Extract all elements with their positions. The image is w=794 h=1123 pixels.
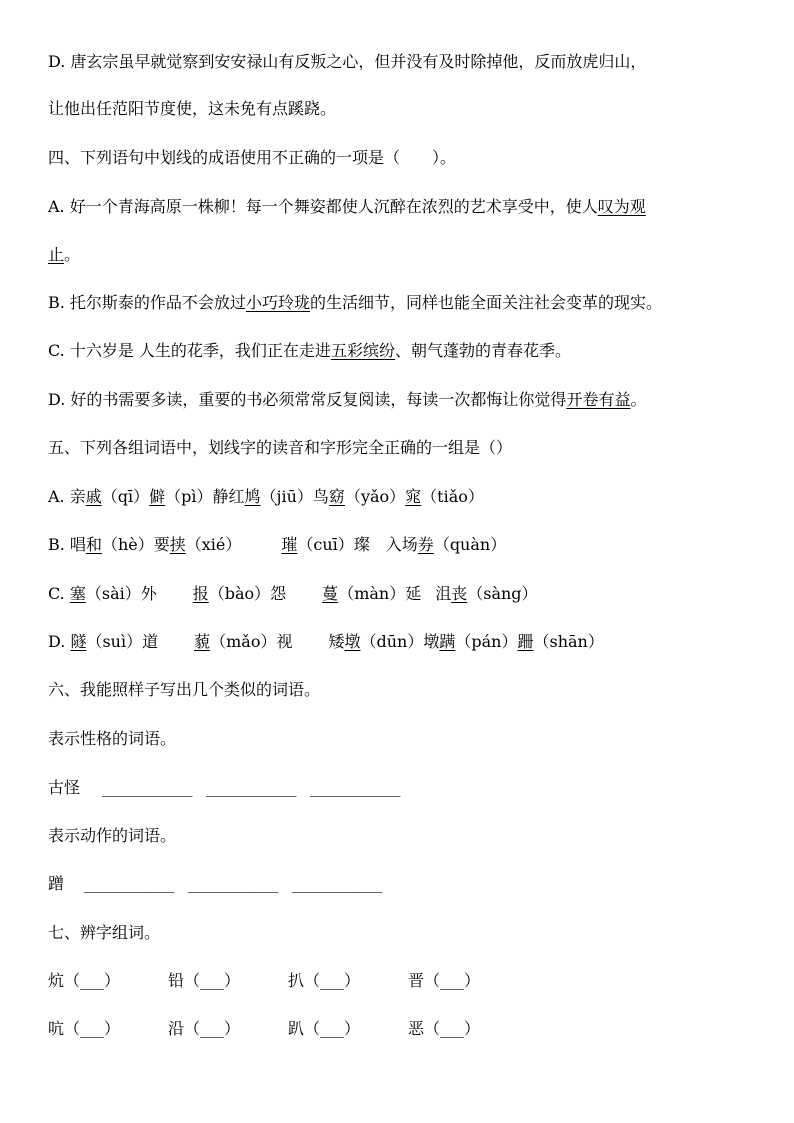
underlined-character: 僻 [149,487,166,506]
q5-option-c [48,584,538,604]
q7-item[interactable]: 恶（___） [408,1019,481,1038]
option-text: （màn）延 [338,584,422,603]
option-text: C. [48,584,70,603]
q4-option-d [48,390,646,410]
option-text: （qī） [101,487,150,506]
q4-option-d-pre: D. 好的书需要多读，重要的书必须常常反复阅读，每读一次都悔让你觉得 [48,390,567,409]
underlined-character: 蔓 [322,584,339,603]
underlined-character: 戚 [85,487,102,506]
q6-title: 六、我能照样子写出几个类似的词语。 [48,680,321,699]
answer-blank[interactable]: ____________ [188,874,279,893]
q6-example-word: 古怪 [48,778,81,797]
underlined-character: 跚 [517,632,534,651]
q4-option-c-pre: C. 十六岁是 人生的花季，我们正在走进 [48,341,331,360]
option-text: （shān） [533,632,604,651]
option-text: （bào）怨 [208,584,287,603]
q4-option-c-post: 、朝气蓬勃的青春花季。 [394,341,571,360]
q7-item[interactable]: 铅（___） [168,971,241,990]
option-text: 入场 [385,535,418,554]
q7-item[interactable]: 炕（___） [48,971,121,990]
q3-option-d-line1: D. 唐玄宗虽早就觉察到安安禄山有反叛之心，但并没有及时除掉他，反而放虎归山， [48,52,647,71]
option-text: （dūn）墩 [360,632,440,651]
option-text: （sài）外 [85,584,157,603]
q6-subtitle-action: 表示动作的词语。 [48,826,177,845]
q7-item[interactable]: 晋（___） [408,971,481,990]
underlined-character: 券 [417,535,434,554]
q4-option-c [48,341,571,361]
answer-blank[interactable]: ____________ [310,778,401,797]
underlined-character: 隧 [70,632,87,651]
option-text: （hè）要 [101,535,170,554]
q7-item[interactable]: 扒（___） [288,971,361,990]
q4-option-a-text: A. 好一个青海高原一株柳！每一个舞姿都使人沉醉在浓烈的艺术享受中，使人 [48,197,598,216]
q4-option-b [48,293,662,313]
q5-option-d [48,632,604,652]
q4-option-b-pre: B. 托尔斯泰的作品不会放过 [48,293,246,312]
q4-option-b-post: 的生活细节，同样也能全面关注社会变革的现实。 [309,293,662,312]
q7-item[interactable]: 趴（___） [288,1019,361,1038]
underlined-character: 报 [192,584,209,603]
q6-example-action-row [48,874,382,894]
underlined-character: 挟 [169,535,186,554]
option-text: D. [48,632,71,651]
underlined-character: 窈 [328,487,345,506]
underlined-character: 墩 [344,632,361,651]
option-text: A. 亲 [48,487,86,506]
q6-example-character-row [48,778,400,798]
q6-example-word: 蹭 [48,874,65,893]
q4-option-a-idiom: 叹为观 [597,197,646,216]
q7-item[interactable]: 吭（___） [48,1019,121,1038]
q7-title: 七、辨字组词。 [48,923,161,942]
q4-option-a [48,197,646,217]
underlined-character: 丧 [451,584,468,603]
option-text: B. 唱 [48,535,86,554]
option-text: 矮 [328,632,345,651]
underlined-character: 藐 [194,632,211,651]
option-text: （jiū）鸟 [260,487,329,506]
q4-option-a-end: 。 [64,245,81,264]
option-text: （pì）静红 [165,487,245,506]
option-text: （quàn） [433,535,507,554]
q4-title: 四、下列语句中划线的成语使用不正确的一项是（ ）。 [48,148,457,167]
q5-title: 五、下列各组词语中，划线字的读音和字形完全正确的一组是（） [48,438,513,457]
q4-option-d-idiom: 开卷有益 [566,390,631,409]
answer-blank[interactable]: ____________ [292,874,383,893]
underlined-character: 璀 [281,535,298,554]
q4-option-a-cont [48,245,80,265]
option-text: （suì）道 [86,632,159,651]
q5-option-b [48,535,506,555]
q4-option-d-post: 。 [630,390,647,409]
underlined-character: 塞 [69,584,86,603]
q7-row-2 [48,1019,480,1039]
q4-option-c-idiom: 五彩缤纷 [330,341,395,360]
option-text: （cuī）璨 [297,535,370,554]
underlined-character: 窕 [405,487,422,506]
answer-blank[interactable]: ____________ [84,874,175,893]
underlined-character: 蹒 [439,632,456,651]
q4-option-a-idiom-end: 止 [48,245,65,264]
option-text: 沮 [435,584,452,603]
option-text: （xié） [185,535,242,554]
q5-option-a [48,487,484,507]
option-text: （sàng） [467,584,538,603]
option-text: （pán） [455,632,518,651]
option-text: （yǎo） [344,487,406,506]
q7-item[interactable]: 沿（___） [168,1019,241,1038]
answer-blank[interactable]: ____________ [206,778,297,797]
option-text: （mǎo）视 [210,632,293,651]
q6-subtitle-character: 表示性格的词语。 [48,729,177,748]
q3-option-d-line2: 让他出任范阳节度使，这未免有点蹊跷。 [48,99,337,118]
answer-blank[interactable]: ____________ [102,778,193,797]
underlined-character: 和 [85,535,102,554]
q4-option-b-idiom: 小巧玲珑 [245,293,310,312]
q7-row-1 [48,971,480,991]
option-text: （tiǎo） [421,487,484,506]
underlined-character: 鸠 [244,487,261,506]
